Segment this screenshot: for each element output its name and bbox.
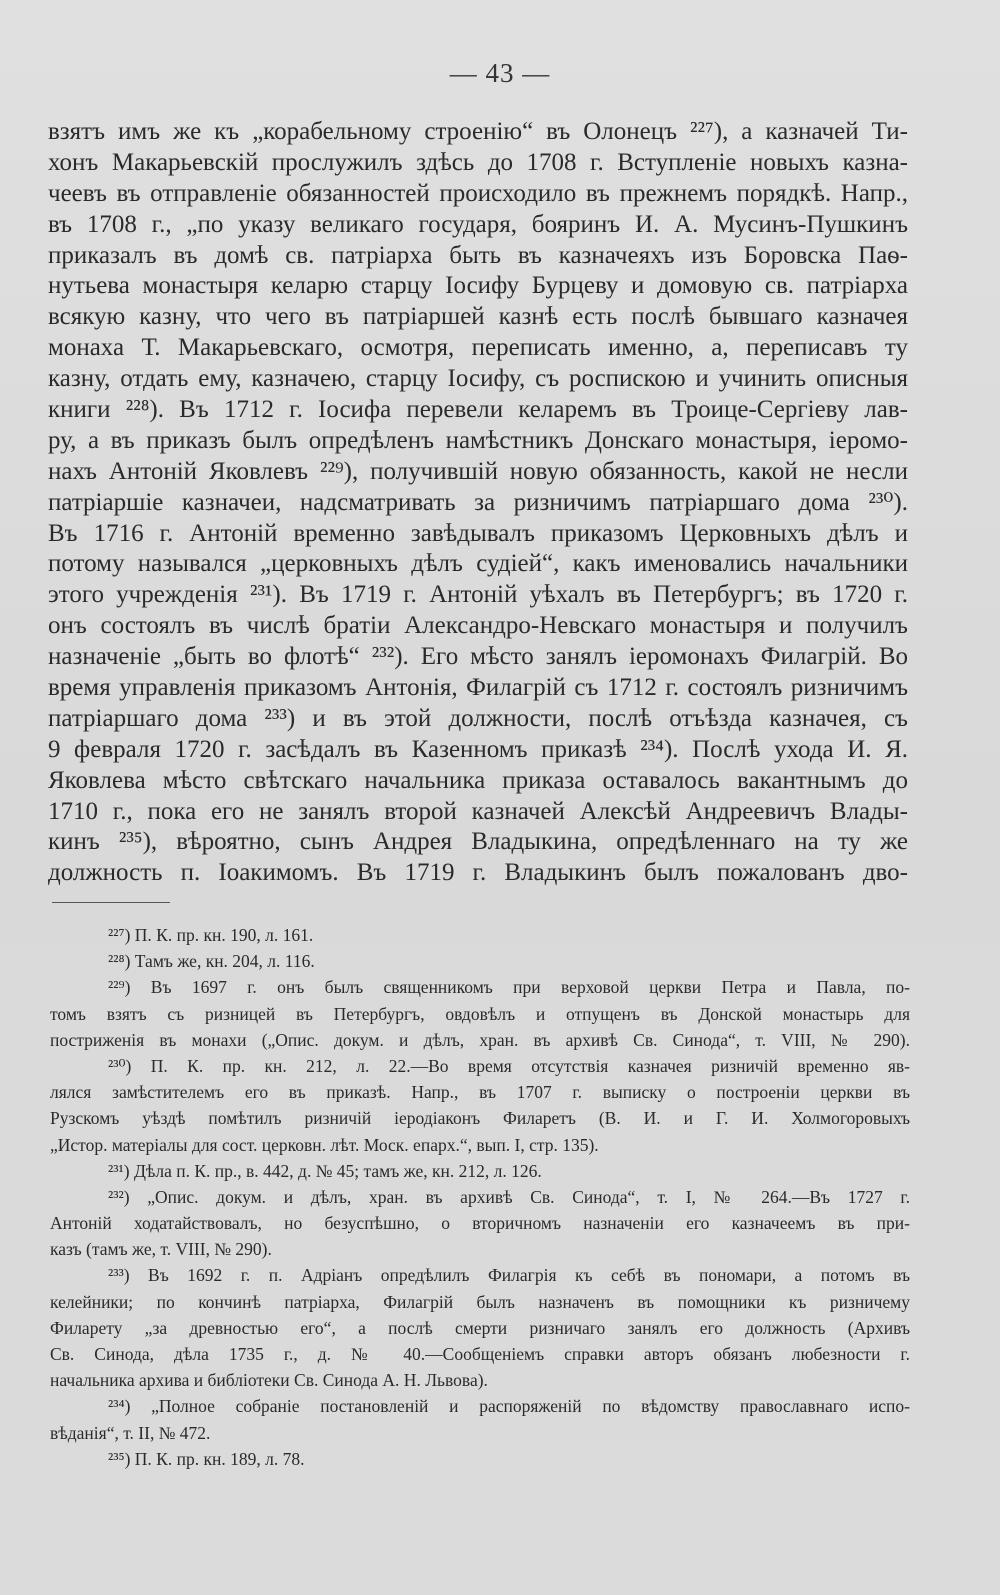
- footnote-line: ²²⁹) Въ 1697 г. онъ былъ священникомъ при верховой церкви Петра и Павла, по-: [108, 977, 910, 998]
- text-line: кинъ ²³⁵), вѣроятно, сынъ Андрея Владыкина, опредѣленнаго на ту же: [48, 828, 908, 856]
- footnote-line: Рузскомъ уѣздѣ помѣтилъ ризничій іеродіаконъ Филаретъ (В. И. и Г. И. Холмогоровыхъ: [50, 1108, 910, 1129]
- footnote-separator: [52, 902, 170, 903]
- text-line: чеевъ въ отправленіе обязанностей происходило въ прежнемъ порядкѣ. Напр.,: [48, 179, 908, 207]
- text-line: нахъ Антоній Яковлевъ ²²⁹), получившій новую обязанность, какой не несли: [48, 457, 908, 485]
- footnote-line: ²³²) „Опис. докум. и дѣлъ, хран. въ архивѣ Св. Синода“, т. I, № 264.—Въ 1727 г.: [108, 1186, 910, 1207]
- text-line: хонъ Макарьевскій прослужилъ здѣсь до 1708 г. Вступленіе новыхъ казна-: [48, 148, 908, 176]
- text-line: всякую казну, что чего въ патріаршей казнѣ есть послѣ бывшаго казначея: [48, 303, 908, 331]
- text-line: книги ²²⁸). Въ 1712 г. Іосифа перевели келаремъ въ Троице-Сергіеву лав-: [48, 396, 908, 424]
- footnotes: [50, 922, 910, 1472]
- footnote-line: томъ взятъ съ ризницей въ Петербургъ, овдовѣлъ и отпущенъ въ Донской монастырь для: [50, 1003, 910, 1024]
- footnote-line: Филарету „за древностью его“, а послѣ смерти ризничаго занялъ его должность (Архивъ: [50, 1317, 910, 1338]
- text-line: ру, а въ приказъ былъ опредѣленъ намѣстникъ Донскаго монастыря, іеромо-: [48, 426, 908, 454]
- text-line: этого учрежденія ²³¹). Въ 1719 г. Антоній уѣхалъ въ Петербургъ; въ 1720 г.: [48, 581, 908, 609]
- text-line: 9 февраля 1720 г. засѣдалъ въ Казенномъ приказѣ ²³⁴). Послѣ ухода И. Я.: [48, 735, 908, 763]
- footnote-line: „Истор. матеріалы для сост. церковн. лѣт. Моск. епарх.“, вып. I, стр. 135).: [50, 1134, 599, 1155]
- text-line: казну, отдать ему, казначею, старцу Іосифу, съ роспискою и учинить описныя: [48, 365, 908, 393]
- text-line: Яковлева мѣсто свѣтскаго начальника приказа оставалось вакантнымъ до: [48, 766, 908, 794]
- main-text: [48, 117, 908, 889]
- footnote-line: ²³⁰) П. К. пр. кн. 212, л. 22.—Во время отсутствія казначея ризничій временно яв-: [108, 1055, 910, 1076]
- page-number: — 43 —: [449, 58, 551, 88]
- text-line: время управленія приказомъ Антонія, Филагрій съ 1712 г. состоялъ ризничимъ: [48, 674, 908, 702]
- footnote-line: казъ (тамъ же, т. VIII, № 290).: [50, 1239, 272, 1260]
- footnote-line: келейники; по кончинѣ патріарха, Филагрій былъ назначенъ въ помощники къ ризничему: [50, 1291, 910, 1312]
- text-line: назначеніе „быть во флотѣ“ ²³²). Его мѣсто занялъ іеромонахъ Филагрій. Во: [48, 643, 908, 671]
- text-line: должность п. Іоакимомъ. Въ 1719 г. Владыкинъ былъ пожалованъ дво-: [48, 859, 908, 887]
- text-line: патріаршіе казначеи, надсматривать за ризничимъ патріаршаго дома ²³⁰).: [48, 488, 908, 516]
- footnote-line: ²³⁴) „Полное собраніе постановленій и распоряженій по вѣдомству православнаго испо-: [108, 1396, 910, 1417]
- text-line: патріаршаго дома ²³³) и въ этой должности, послѣ отъѣзда казначея, съ: [48, 704, 908, 732]
- footnote-line: ²³¹) Дѣла п. К. пр., в. 442, д. № 45; тамъ же, кн. 212, л. 126.: [108, 1160, 542, 1181]
- footnote-line: ²²⁷) П. К. пр. кн. 190, л. 161.: [108, 925, 314, 945]
- footnote-line: ²³³) Въ 1692 г. п. Адріанъ опредѣлилъ Филагрія къ себѣ въ пономари, а потомъ въ: [108, 1265, 910, 1286]
- text-line: взятъ имъ же къ „корабельному строенію“ въ Олонецъ ²²⁷), а казначей Ти-: [48, 118, 908, 145]
- text-line: онъ состоялъ въ числѣ братіи Александро-Невскаго монастыря и получилъ: [48, 612, 908, 640]
- text-line: въ 1708 г., „по указу великаго государя, бояринъ И. А. Мусинъ-Пушкинъ: [48, 210, 908, 238]
- footnote-line: вѣданія“, т. II, № 472.: [50, 1422, 211, 1443]
- text-line: Въ 1716 г. Антоній временно завѣдывалъ приказомъ Церковныхъ дѣлъ и: [48, 519, 908, 547]
- text-line: монаха Т. Макарьевскаго, осмотря, переписать именно, а, переписавъ ту: [48, 334, 908, 362]
- footnote-line: лялся замѣстителемъ его въ приказѣ. Напр., въ 1707 г. выписку о построеніи церкви въ: [50, 1082, 910, 1103]
- text-line: 1710 г., пока его не занялъ второй казначей Алексѣй Андреевичъ Влады-: [48, 797, 908, 825]
- text-line: потому назывался „церковныхъ дѣлъ судіей“, какъ именовались начальники: [48, 550, 908, 578]
- footnote-line: ²³⁵) П. К. пр. кн. 189, л. 78.: [108, 1448, 305, 1469]
- footnote-line: Св. Синода, дѣла 1735 г., д. № 40.—Сообщеніемъ справки авторъ обязанъ любезности г.: [50, 1344, 910, 1364]
- text-line: приказалъ въ домѣ св. патріарха быть въ казначеяхъ изъ Боровска Паѳ-: [48, 241, 908, 269]
- text-line: нутьева монастыря келарю старцу Іосифу Бурцеву и домовую св. патріарха: [48, 272, 908, 300]
- footnote-line: начальника архива и библіотеки Св. Синода А. Н. Львова).: [50, 1370, 488, 1391]
- footnote-line: постриженія въ монахи („Опис. докум. и дѣлъ, хран. въ архивѣ Св. Синода“, т. VIII, № 290).: [50, 1029, 910, 1050]
- footnote-line: ²²⁸) Тамъ же, кн. 204, л. 116.: [108, 951, 315, 972]
- footnote-line: Антоній ходатайствовалъ, но безуспѣшно, о вторичномъ назначеніи его казначеемъ въ при-: [50, 1213, 910, 1234]
